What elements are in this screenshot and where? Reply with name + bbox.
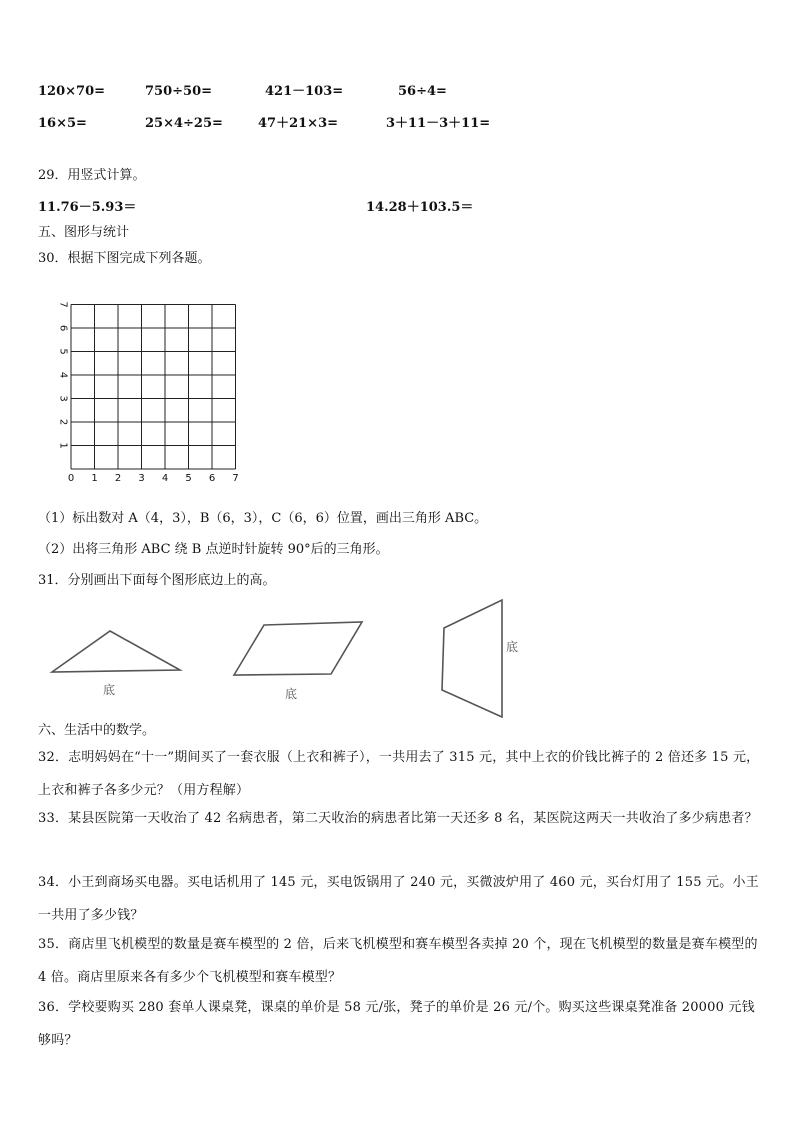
q30-sub2: （2）出将三角形 ABC 绕 B 点逆时针旋转 90°后的三角形。 (38, 542, 389, 557)
calc-r1-1: 120×70= (38, 84, 106, 99)
x-tick-label: 5 (185, 473, 192, 484)
q36-text: 36．学校要购买 280 套单人课桌凳，课桌的单价是 58 元/张，凳子的单价是 26 元/个。购买这些课桌凳准备 20000 元钱够吗？ (38, 1000, 755, 1048)
calc-r2-3: 47＋21×3= (258, 116, 339, 131)
calc-r2-4: 3＋11－3＋11= (386, 116, 491, 131)
x-tick-label: 6 (208, 473, 216, 484)
q32-text: 32．志明妈妈在“十一”期间买了一套衣服（上衣和裤子），一共用去了 315 元，其中上衣的价钱比裤子的 2 倍还多 15 元，上衣和裤子各多少元？（用方程解） (38, 750, 760, 798)
parallelogram-shape (234, 622, 362, 675)
calc-r2-2: 25×4÷25= (145, 116, 223, 131)
q33-text: 33．某县医院第一天收治了 42 名病患者，第二天收治的病患者比第一天还多 8 名，某医院这两天一共收治了多少病患者？ (38, 811, 758, 826)
q31-title: 31．分别画出下面每个图形底边上的高。 (38, 573, 276, 588)
x-tick-label: 3 (138, 473, 145, 484)
q29-item-1: 11.76－5.93＝ (38, 200, 137, 215)
q29-item-2: 14.28＋103.5＝ (366, 200, 474, 215)
x-tick-label: 1 (91, 473, 98, 484)
trapezoid-base-label: 底 (506, 640, 519, 654)
y-tick-label: 4 (57, 371, 69, 379)
section-5-heading: 五、图形与统计 (38, 225, 130, 240)
y-tick-label: 1 (57, 442, 69, 449)
x-tick-label: 0 (67, 473, 75, 484)
y-tick-label: 2 (57, 418, 69, 426)
calc-r1-2: 750÷50= (145, 84, 213, 99)
q30-title: 30．根据下图完成下列各题。 (38, 251, 211, 266)
q29-title: 29．用竖式计算。 (38, 168, 146, 183)
triangle-base-label: 底 (103, 683, 116, 697)
calc-r2-1: 16×5= (38, 116, 87, 131)
calc-r1-3: 421－103= (265, 84, 344, 99)
triangle-shape (52, 631, 180, 672)
y-tick-label: 5 (57, 348, 69, 355)
x-tick-label: 7 (232, 473, 239, 484)
x-tick-label: 2 (114, 473, 122, 484)
y-tick-label: 6 (57, 324, 69, 332)
q34-text: 34．小王到商场买电器。买电话机用了 145 元，买电饭锅用了 240 元，买微波炉用了 460 元，买台灯用了 155 元。小王一共用了多少钱？ (38, 875, 759, 923)
y-tick-label: 3 (57, 395, 69, 402)
trapezoid-shape (442, 600, 502, 717)
y-tick-label: 7 (57, 301, 69, 308)
calc-r1-4: 56÷4= (398, 84, 447, 99)
parallelogram-base-label: 底 (285, 687, 298, 701)
q35-text: 35．商店里飞机模型的数量是赛车模型的 2 倍，后来飞机模型和赛车模型各卖掉 20 个，现在飞机模型的数量是赛车模型的 4 倍。商店里原来各有多少个飞机模型和赛车模型？ (38, 937, 758, 985)
x-tick-label: 4 (161, 473, 169, 484)
section-6-heading: 六、生活中的数学。 (38, 723, 156, 738)
q30-sub1: （1）标出数对 A（4，3），B（6，3），C（6，6）位置，画出三角形 ABC。 (38, 511, 488, 526)
